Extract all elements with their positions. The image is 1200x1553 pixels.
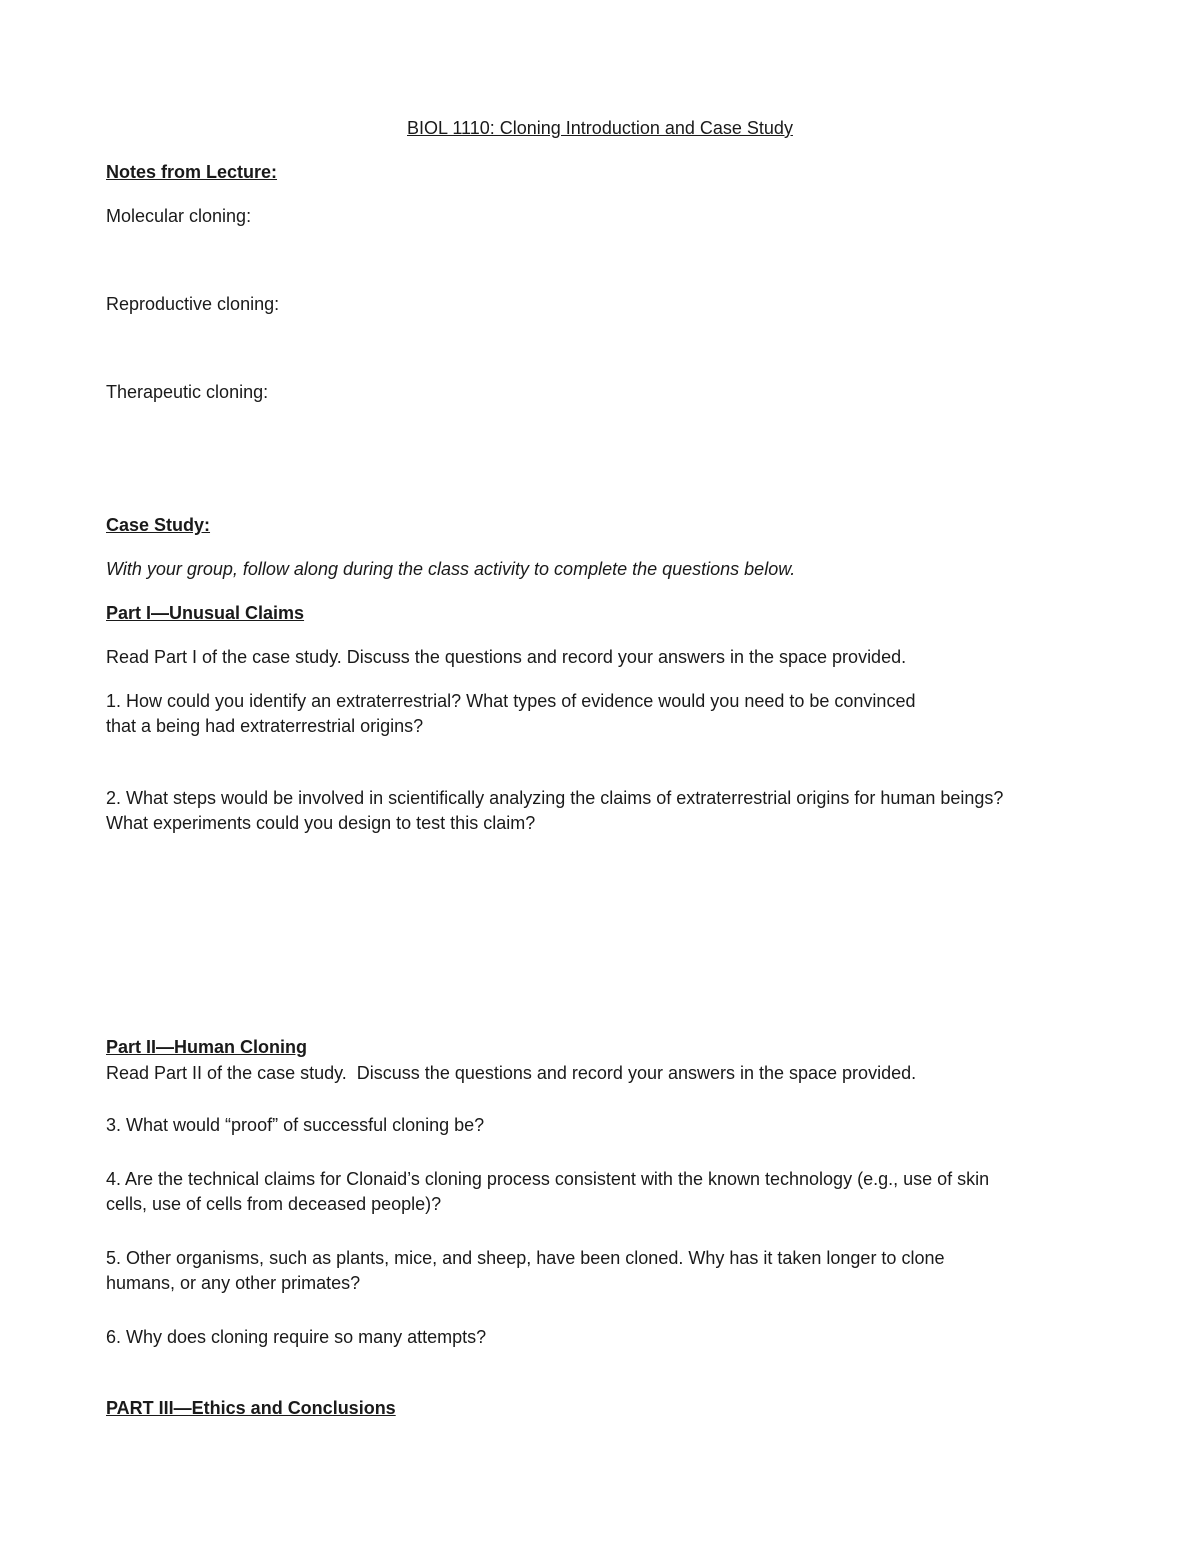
term-reproductive-cloning: Reproductive cloning: (106, 294, 280, 314)
part1-heading: Part I—Unusual Claims (106, 603, 305, 623)
question-6: 6. Why does cloning require so many attempts? (106, 1327, 487, 1347)
case-study-instructions: With your group, follow along during the class activity to complete the questions below. (106, 559, 796, 579)
part2-intro: Read Part II of the case study. Discuss the questions and record your answers in the space provided. (106, 1063, 917, 1083)
part1-intro: Read Part I of the case study. Discuss the questions and record your answers in the space provided. (106, 647, 907, 667)
case-study-heading: Case Study: (106, 515, 211, 535)
question-5: 5. Other organisms, such as plants, mice, and sheep, have been cloned. Why has it taken longer to clone humans, or any other primates? (106, 1248, 945, 1294)
part3-heading: PART III—Ethics and Conclusions (106, 1398, 396, 1418)
question-1: 1. How could you identify an extraterrestrial? What types of evidence would you need to be convinced that a being had extraterrestrial origins? (106, 691, 916, 737)
question-2: 2. What steps would be involved in scientifically analyzing the claims of extraterrestrial origins for human beings? What experiments could you design to test this claim? (106, 788, 1004, 834)
term-molecular-cloning: Molecular cloning: (106, 206, 252, 226)
notes-heading: Notes from Lecture: (106, 162, 278, 182)
term-therapeutic-cloning: Therapeutic cloning: (106, 382, 269, 402)
part2-heading: Part II—Human Cloning (106, 1037, 308, 1057)
question-3: 3. What would “proof” of successful cloning be? (106, 1115, 485, 1135)
question-4: 4. Are the technical claims for Clonaid’s cloning process consistent with the known technology (e.g., use of skin cells, use of cells from deceased people)? (106, 1169, 990, 1215)
document-title: BIOL 1110: Cloning Introduction and Case Study (407, 118, 793, 138)
